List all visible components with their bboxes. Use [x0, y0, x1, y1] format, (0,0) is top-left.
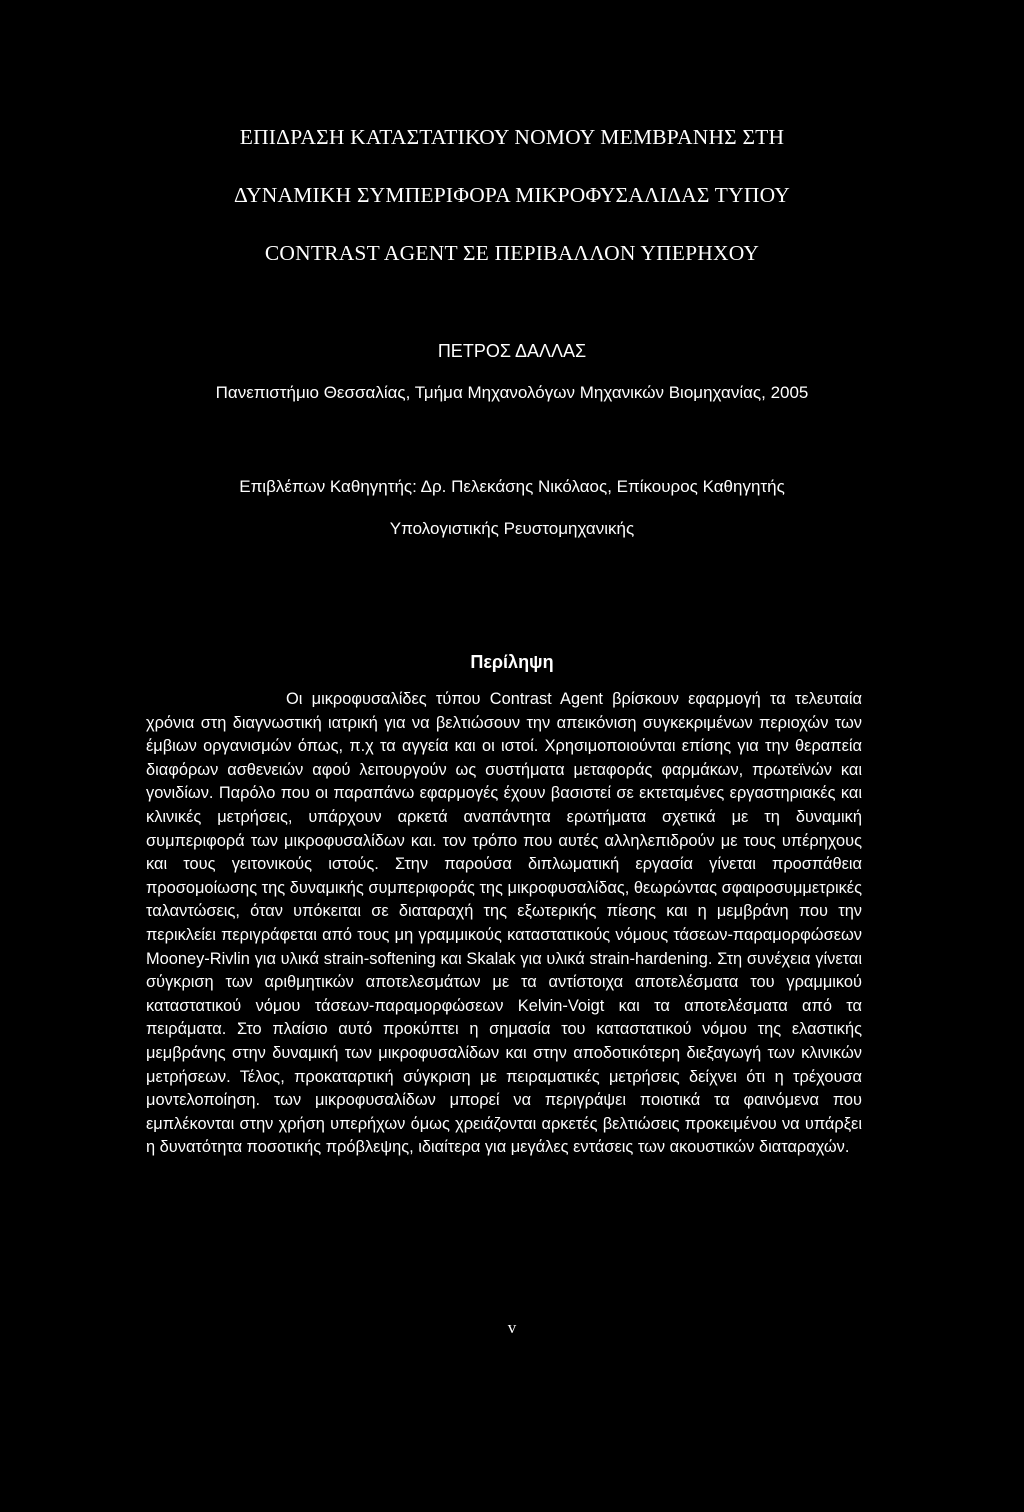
document-title	[80, 108, 944, 282]
supervisor-field-line: Υπολογιστικής Ρευστομηχανικής	[389, 519, 635, 538]
title-line-3: CONTRAST AGENT ΣΕ ΠΕΡΙΒΑΛΛΟΝ ΥΠΕΡΗΧΟΥ	[264, 241, 760, 265]
title-line-2: ΔΥΝΑΜΙΚΗ ΣΥΜΠΕΡΙΦΟΡΑ ΜΙΚΡΟΦΥΣΑΛΙΔΑΣ ΤΥΠΟΥ	[234, 183, 790, 207]
supervisor-line: Επιβλέπων Καθηγητής: Δρ. Πελεκάσης Νικόλαος, Επίκουρος Καθηγητής	[239, 477, 785, 496]
abstract-body	[146, 688, 862, 1160]
university-line: Πανεπιστήμιο Θεσσαλίας, Τμήμα Μηχανολόγων Μηχανικών Βιομηχανίας, 2005	[215, 383, 809, 402]
page-number: v	[507, 1318, 517, 1337]
abstract-heading: Περίληψη	[470, 652, 554, 672]
author-name: ΠΕΤΡΟΣ ΔΑΛΛΑΣ	[437, 341, 587, 361]
title-line-1: ΕΠΙΔΡΑΣΗ ΚΑΤΑΣΤΑΤΙΚΟΥ ΝΟΜΟΥ ΜΕΜΒΡΑΝΗΣ ΣΤΗ	[239, 125, 785, 149]
abstract-paragraph: Οι μικροφυσαλίδες τύπου Contrast Agent βρίσκουν εφαρμογή τα τελευταία χρόνια στη διαγνωστική ιατρική για να βελτιώσουν την απεικόνιση συγκεκριμένων περιοχών των έμβιων οργανισμών όπως, π.χ τα αγγεία και οι ιστοί. Χρησιμοποιούνται επίσης για την θεραπεία διαφόρων ασθενειών αφού λειτουργούν ως συστήματα μεταφοράς φαρμάκων, πρωτεϊνών και γονιδίων. Παρόλο που οι παραπάνω εφαρμογές έχουν βασιστεί σε εκτεταμένες εργαστηριακές και κλινικές μετρήσεις, υπάρχουν αρκετά αναπάντητα ερωτήματα σχετικά με τη δυναμική συμπεριφορά των μικροφυσαλίδων και. τον τρόπο που αυτές αλληλεπιδρούν με τους υπέρηχους και τους γειτονικούς ιστούς. Στην παρούσα διπλωματική εργασία γίνεται προσπάθεια προσομοίωσης της δυναμικής συμπεριφοράς της μικροφυσαλίδας, θεωρώντας σφαιροσυμμετρικές ταλαντώσεις, όταν υπόκειται σε διαταραχή της εξωτερικής πίεσης και η μεμβράνη που την περικλείει περιγράφεται από τους μη γραμμικούς καταστατικούς νόμους τάσεων-παραμορφώσεων Mooney-Rivlin για υλικά strain-softening και Skalak για υλικά strain-hardening. Στη συνέχεια γίνεται σύγκριση των αριθμητικών αποτελεσμάτων με τα αντίστοιχα αποτελέσματα του γραμμικού καταστατικού νόμου τάσεων-παραμορφώσεων Kelvin-Voigt και τα αποτελέσματα από τα πειράματα. Στο πλαίσιο αυτό προκύπτει η σημασία του καταστατικού νόμου της ελαστικής μεμβράνης στην δυναμική των μικροφυσαλίδων και στην αποδοτικότερη διεξαγωγή των κλινικών μετρήσεων. Τέλος, προκαταρτική σύγκριση με πειραματικές μετρήσεις δείχνει ότι η τρέχουσα μοντελοποίηση. των μικροφυσαλίδων μπορεί να περιγράψει ποιοτικά τα φαινόμενα που εμπλέκονται στην χρήση υπερήχων όμως χρειάζονται αρκετές βελτιώσεις προκειμένου να υπάρξει η δυνατότητα ποσοτικής πρόβλεψης, ιδιαίτερα για μεγάλες εντάσεις των ακουστικών διαταραχών.	[146, 690, 862, 1157]
